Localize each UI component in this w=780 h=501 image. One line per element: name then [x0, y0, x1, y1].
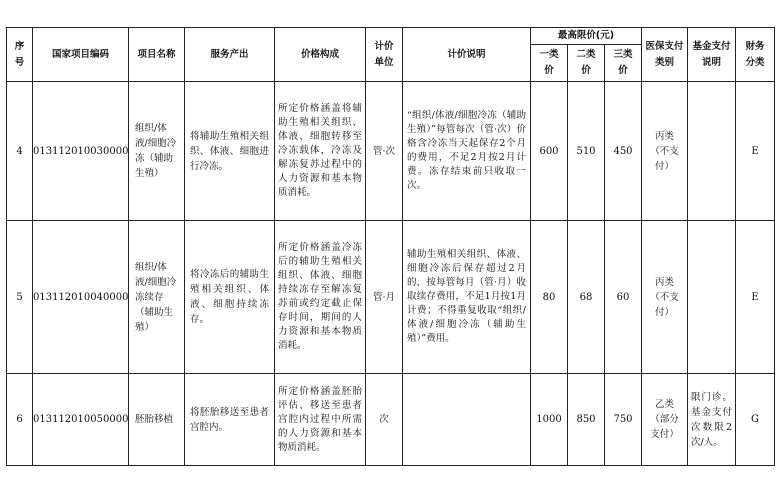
row-class2: 850 — [568, 374, 605, 466]
header-code: 国家项目编码 — [33, 28, 129, 82]
row-class1: 1000 — [531, 374, 568, 466]
row-unit: 管·月 — [366, 221, 403, 374]
row-code: 013112010050000 — [33, 374, 129, 466]
row-fund-note — [688, 82, 736, 221]
pricing-table — [6, 27, 775, 466]
row-seq: 5 — [7, 221, 33, 374]
row-price-composition: 所定价格涵盖冷冻后的辅助生殖相关组织、体液、细胞持续冻存至解冻复苏前或约定截止保存时间，期间的人力资源和基本物质消耗。 — [275, 221, 366, 374]
row-code: 013112010040000 — [33, 221, 129, 374]
row-insurance-type: 丙类（不支付） — [642, 221, 688, 374]
row-seq: 6 — [7, 374, 33, 466]
header-insurance-type: 医保支付类别 — [642, 28, 688, 82]
row-price-composition: 所定价格涵盖胚胎评估、移送至患者宫腔内过程中所需的人力资源和基本物质消耗。 — [275, 374, 366, 466]
pricing-document — [6, 27, 774, 466]
row-finance-class: E — [736, 221, 775, 374]
table-row — [7, 82, 775, 221]
row-name: 组织/体液/细胞冷冻续存（辅助生殖） — [129, 221, 185, 374]
header-finance-class: 财务分类 — [736, 28, 775, 82]
header-price-composition: 价格构成 — [275, 28, 366, 82]
row-price-note: 辅助生殖相关组织、体液、细胞冷冻后保存超过2月的，按每管每月（管·月）收取续存费用，不足1月按1月计费；不得重复收取“组织/体液/细胞冷冻（辅助生殖）”费用。 — [403, 221, 531, 374]
header-name: 项目名称 — [129, 28, 185, 82]
row-output: 将辅助生殖相关组织、体液、细胞进行冷冻。 — [185, 82, 275, 221]
row-fund-note: 限门诊。基金支付次数限2次/人。 — [688, 374, 736, 466]
row-class1: 80 — [531, 221, 568, 374]
row-price-note: “组织/体液/细胞冷冻（辅助生殖）”每管每次（管·次）价格含冷冻当天起保存2个月的费用，不足2月按2月计费。冻存结束前只收取一次。 — [403, 82, 531, 221]
header-unit: 计价单位 — [366, 28, 403, 82]
table-header — [7, 28, 775, 82]
table-row — [7, 221, 775, 374]
header-price-note: 计价说明 — [403, 28, 531, 82]
header-fund-note: 基金支付说明 — [688, 28, 736, 82]
row-insurance-type: 丙类（不支付） — [642, 82, 688, 221]
row-class3: 60 — [605, 221, 642, 374]
row-name: 胚胎移植 — [129, 374, 185, 466]
row-class2: 68 — [568, 221, 605, 374]
row-price-note — [403, 374, 531, 466]
row-class3: 450 — [605, 82, 642, 221]
row-code: 013112010030000 — [33, 82, 129, 221]
row-output: 将胚胎移送至患者宫腔内。 — [185, 374, 275, 466]
row-output: 将冷冻后的辅助生殖相关组织、体液、细胞持续冻存。 — [185, 221, 275, 374]
row-name: 组织/体液/细胞冷冻（辅助生殖） — [129, 82, 185, 221]
row-finance-class: E — [736, 82, 775, 221]
row-class2: 510 — [568, 82, 605, 221]
row-fund-note — [688, 221, 736, 374]
header-output: 服务产出 — [185, 28, 275, 82]
row-unit: 次 — [366, 374, 403, 466]
row-unit: 管·次 — [366, 82, 403, 221]
row-price-composition: 所定价格涵盖将辅助生殖相关组织、体液、细胞转移至冷冻载体，冷冻及解冻复苏过程中的人力资源和基本物质消耗。 — [275, 82, 366, 221]
header-class1: 一类价 — [531, 45, 568, 82]
row-seq: 4 — [7, 82, 33, 221]
header-class3: 三类价 — [605, 45, 642, 82]
row-class1: 600 — [531, 82, 568, 221]
row-insurance-type: 乙类（部分支付） — [642, 374, 688, 466]
row-class3: 750 — [605, 374, 642, 466]
table-row — [7, 374, 775, 466]
row-finance-class: G — [736, 374, 775, 466]
header-seq: 序号 — [7, 28, 33, 82]
header-class2: 二类价 — [568, 45, 605, 82]
header-max-price: 最高限价(元) — [531, 28, 642, 45]
